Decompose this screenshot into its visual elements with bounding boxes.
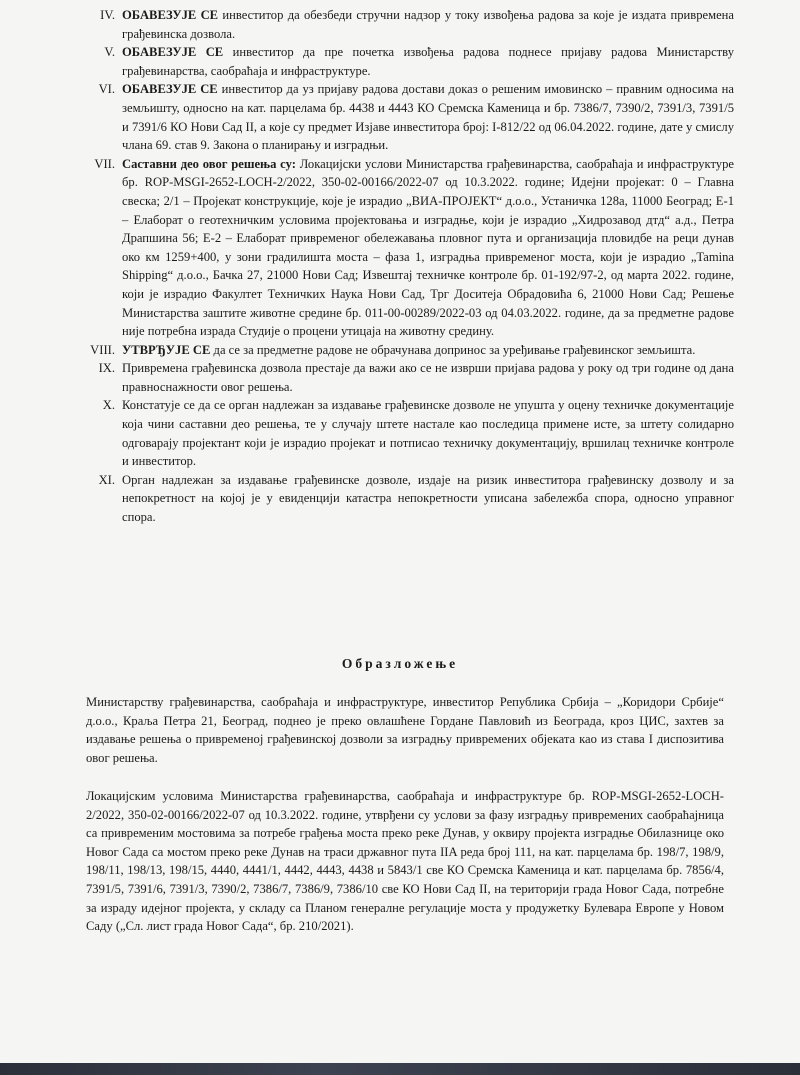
item-text: Локацијски услови Министарства грађевинарства, саобраћаја и инфраструктуре бр. ROP-MSGI-2652-LOCH-2/2022, 350-02-00166/2022-07 од 10.3.2022. године; Идејни пројекат: 0 – Главна свеска; 2/1 – Пројекат конструкције, које је израдио „ВИА-ПРОЈЕКТ“ д.о.о., Устаничка 128а, 11000 Београд; Е-1 – Елаборат о геотехничким условима пројектовања и изградње, који је израдио „Хидрозавод дтд“ а.д., Петра Драпшина 56; Е-2 – Елаборат привременог обележавања пловног пута и организација пловидбе на реци дунав око км 1259+400, у зони градилишта моста – фаза 1, изградња привременог моста, који је израдио „Tamina Shipping“ д.о.о., Бачка 27, 21000 Нови Сад; Извештај техничке контроле бр. 01-192/97-2, од марта 2022. године, који је израдио Факултет Техничких Наука Нови Сад, Трг Доситеја Обрадовића 6, 21000 Нови Сад; Решење Министарства заштите животне средине бр. 011-00-00289/2022-03 од 04.03.2022. године, да за предметне радове није потребна израда Студије о процени утицаја на животну средину. bbox=[122, 156, 734, 339]
item-number: V. bbox=[104, 45, 115, 60]
explanation-paragraph-2: Локацијским условима Министарства грађевинарства, саобраћаја и инфраструктуре бр. ROP-MSGI-2652-LOCH-2/2022, 350-02-00166/2022-07 од 10.3.2022. године, утврђени су услови за фазу изградњу привремених саобраћајница са привременим мостовима за потребе грађења моста преко реке Дунав, у оквиру пројекта изградње Обилазнице око Новог Сада са мостом преко реке Дунав на траси државног пута IIA реда број 111, на кат. парцелама бр. 198/7, 198/9, 198/11, 198/13, 198/15, 4440, 4441/1, 4442, 4443, 4438 и 5843/1 све КО Сремска Каменица и кат. парцелама бр. 7856/4, 7391/5, 7391/6, 7391/3, 7390/2, 7386/7, 7386/9, 7386/10 све КО Нови Сад II, на територији града Новог Сада, потребне за израду идејног пројекта, у складу са Планом генералне регулације моста у продужетку Булевара Европе у Новом Саду („Сл. лист града Новог Сада“, бр. 210/2021). bbox=[86, 789, 724, 934]
viewer-bottom-bar bbox=[0, 1063, 800, 1075]
item-text: инвеститор да уз пријаву радова достави доказ о решеним имовинско – правним односима на земљишту, односно на кат. парцелама бр. 4438 и 4443 КО Сремска Каменица и бр. 7386/7, 7390/2, 7391/3, 7391/5 и 7391/6 КО Нови Сад II, а које су предмет Изјаве инвеститора број: I-812/22 од 06.04.2022. године, дате у смислу члана 69. став 9. Закона о планирању и изградњи. bbox=[122, 82, 734, 153]
item-text: инвеститор да обезбеди стручни надзор у току извођења радова за које је издата привремена грађевинска дозвола. bbox=[122, 8, 735, 41]
item-number: VII. bbox=[94, 156, 115, 171]
item-number: IV. bbox=[100, 8, 115, 22]
item-number: IX. bbox=[98, 361, 115, 376]
item-keyword: Саставни део овог решења су: bbox=[122, 156, 296, 171]
item-text: да се за предметне радове не обрачунава допринос за уређивање грађевинског земљишта. bbox=[210, 342, 696, 357]
disposition-item-vii bbox=[84, 155, 734, 341]
item-keyword: ОБАВЕЗУЈЕ СЕ bbox=[122, 8, 219, 22]
disposition-item-x bbox=[84, 396, 734, 470]
disposition-item-v bbox=[84, 43, 734, 80]
disposition-item-vi bbox=[84, 80, 734, 154]
item-text: Привремена грађевинска дозвола престаје да важи ако се не изврши пријава радова у року од три године од дана правноснажности овог решења. bbox=[122, 361, 734, 394]
item-number: VI. bbox=[98, 82, 115, 97]
disposition-item-iv bbox=[84, 6, 734, 43]
item-keyword: УТВРЂУЈЕ СЕ bbox=[122, 342, 211, 357]
item-number: XI. bbox=[98, 472, 115, 487]
disposition-item-viii bbox=[84, 341, 734, 360]
disposition-item-xi bbox=[84, 471, 734, 527]
item-number: X. bbox=[102, 398, 115, 413]
disposition-item-ix bbox=[84, 359, 734, 396]
explanation-paragraph-1: Министарству грађевинарства, саобраћаја и инфраструктуре, инвеститор Република Србија – „Коридори Србије“ д.о.о., Краља Петра 21, Београд, поднео је преко овлашћене Гордане Павловић из Београда, кроз ЦИС, захтев за издавање решења о привременој грађевинској дозволи за изградњу привремених објеката као из става I диспозитива овог решења. bbox=[86, 695, 724, 765]
item-keyword: ОБАВЕЗУЈЕ СЕ bbox=[122, 82, 218, 97]
item-text: инвеститор да пре почетка извођења радова поднесе пријаву радова Министарству грађевинарства, саобраћаја и инфраструктуре. bbox=[122, 45, 734, 78]
item-text: Констатује се да се орган надлежан за издавање грађевинске дозволе не упушта у оцену техничке документације која чини саставни део решења, те у случају штете настале као последица примене исте, за штету солидарно одговарају пројектант који је израдио пројекат и потписао техничку документацију, вршилац техничке контроле и инвеститор. bbox=[122, 398, 734, 469]
item-number: VIII. bbox=[90, 342, 115, 357]
disposition-list bbox=[84, 6, 734, 527]
item-keyword: ОБАВЕЗУЈЕ СЕ bbox=[122, 45, 224, 60]
section-heading: Образложење bbox=[341, 656, 459, 671]
item-text: Орган надлежан за издавање грађевинске дозволе, издаје на ризик инвеститора грађевинску дозволу и за непокретност на којој је у евиденцији катастра непокретности уписана забележба спора, односно управног спора. bbox=[122, 472, 734, 525]
